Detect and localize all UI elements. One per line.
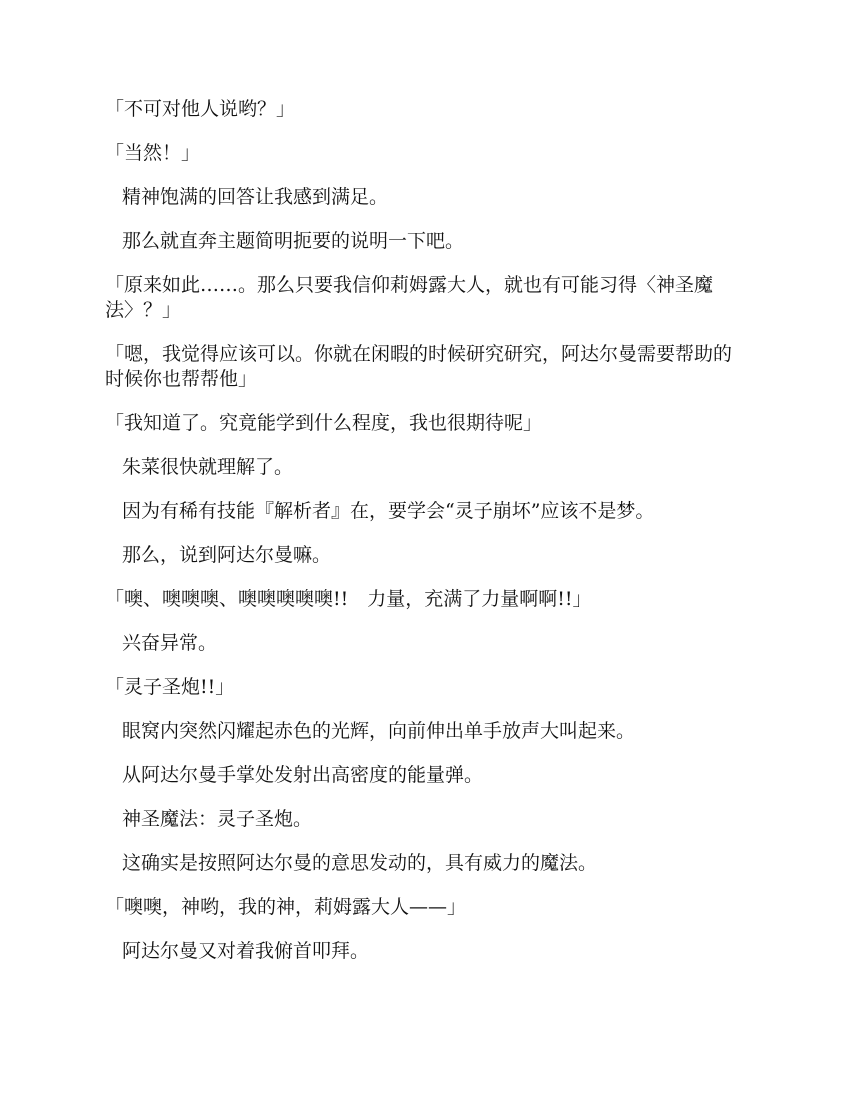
paragraph: 「当然！」 (105, 142, 201, 164)
document-body (105, 97, 750, 983)
paragraph: 这确实是按照阿达尔曼的意思发动的，具有威力的魔法。 (122, 852, 598, 874)
paragraph: 阿达尔曼又对着我俯首叩拜。 (122, 940, 370, 962)
paragraph: 「嗯，我觉得应该可以。你就在闲暇的时候研究研究，阿达尔曼需要帮助的时候你也帮帮他」 (105, 343, 733, 390)
paragraph: 「我知道了。究竟能学到什么程度，我也很期待呢」 (105, 412, 543, 434)
paragraph: 那么，说到阿达尔曼嘛。 (122, 544, 332, 566)
paragraph: 「原来如此……。那么只要我信仰莉姆露大人，就也有可能习得〈神圣魔法〉？」 (105, 274, 714, 321)
paragraph: 眼窝内突然闪耀起赤色的光辉，向前伸出单手放声大叫起来。 (122, 720, 636, 742)
paragraph: 兴奋异常。 (122, 632, 218, 654)
paragraph: 神圣魔法：灵子圣炮。 (122, 808, 313, 830)
paragraph: 那么就直奔主题简明扼要的说明一下吧。 (122, 230, 465, 252)
paragraph: 「灵子圣炮!!」 (105, 676, 235, 698)
paragraph: 精神饱满的回答让我感到满足。 (122, 186, 389, 208)
paragraph: 「噢、噢噢噢、噢噢噢噢噢!! 力量，充满了力量啊啊!!」 (105, 588, 592, 610)
paragraph: 因为有稀有技能『解析者』在，要学会“灵子崩坏”应该不是梦。 (122, 500, 655, 522)
paragraph: 「不可对他人说哟？」 (105, 98, 296, 120)
paragraph: 朱菜很快就理解了。 (122, 456, 294, 478)
paragraph: 「噢噢，神哟，我的神，莉姆露大人——」 (105, 896, 467, 918)
paragraph: 从阿达尔曼手掌处发射出高密度的能量弹。 (122, 764, 484, 786)
